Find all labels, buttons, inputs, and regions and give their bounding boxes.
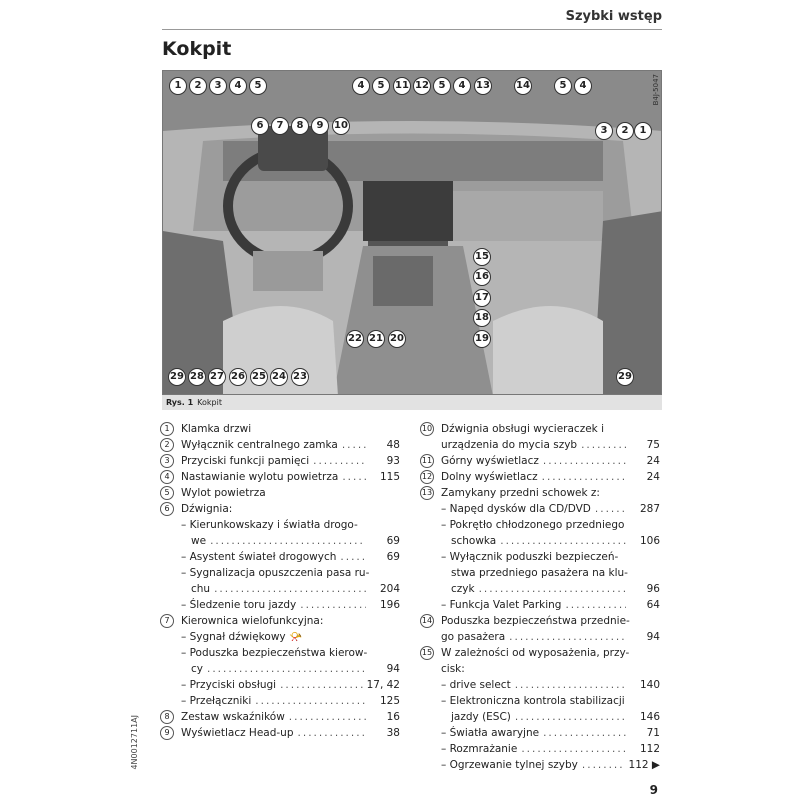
item-sublabel: – Asystent świateł drogowych	[181, 551, 337, 563]
item-label: Nastawianie wylotu powietrza	[181, 471, 339, 483]
legend-item	[420, 533, 660, 549]
item-label: Dźwignia obsługi wycieraczek i	[441, 423, 605, 435]
legend-item	[160, 549, 400, 565]
page-ref[interactable]: 146	[639, 711, 660, 723]
callout-4: 4	[453, 77, 471, 95]
legend-item	[160, 517, 400, 533]
callout-17: 17	[473, 289, 491, 307]
legend-right-column	[420, 421, 660, 773]
callout-28: 28	[188, 368, 206, 386]
item-label: Wyświetlacz Head-up	[181, 727, 294, 739]
item-number: 1	[160, 422, 174, 436]
legend-item	[160, 421, 400, 437]
legend-item	[160, 565, 400, 581]
item-continuation: go pasażera	[441, 631, 506, 643]
item-sublabel: – Kierunkowskazy i światła drogo-	[181, 519, 358, 531]
item-sublabel: – Poduszka bezpieczeństwa kierow-	[181, 647, 368, 659]
leader-dots	[214, 581, 366, 597]
leader-dots	[582, 757, 625, 773]
legend-item	[160, 501, 400, 517]
item-label: Dźwignia:	[181, 503, 233, 515]
legend-item	[160, 709, 400, 725]
leader-dots	[595, 501, 626, 517]
item-label: Przyciski funkcji pamięci	[181, 455, 310, 467]
legend-item	[420, 501, 660, 517]
callout-15: 15	[473, 248, 491, 266]
legend-item	[420, 581, 660, 597]
callout-14: 14	[514, 77, 532, 95]
item-sublabel: – Pokrętło chłodzonego przedniego	[441, 519, 625, 531]
callout-13: 13	[474, 77, 492, 95]
legend-item	[420, 549, 660, 565]
page-ref[interactable]: 24	[646, 471, 660, 483]
item-number: 11	[420, 454, 434, 468]
legend-left-column	[160, 421, 400, 741]
page-ref[interactable]: 38	[386, 727, 400, 739]
page-ref[interactable]: 112 ▶	[628, 759, 660, 771]
callout-2: 2	[616, 122, 634, 140]
legend-item	[160, 469, 400, 485]
item-continuation: we	[191, 535, 207, 547]
legend-item	[160, 613, 400, 629]
legend-item	[420, 469, 660, 485]
leader-dots	[521, 741, 626, 757]
legend-item	[420, 421, 660, 437]
legend-item	[160, 533, 400, 549]
legend-item	[160, 629, 400, 645]
page-ref[interactable]: 125	[379, 695, 400, 707]
leader-dots	[210, 533, 366, 549]
item-continuation: stwa przedniego pasażera na klu-	[451, 567, 628, 579]
page-number: 9	[649, 783, 658, 797]
callout-1: 1	[169, 77, 187, 95]
legend-item	[420, 741, 660, 757]
legend-item	[420, 485, 660, 501]
legend-item	[420, 565, 660, 581]
item-number: 5	[160, 486, 174, 500]
caption-label: Rys. 1	[166, 398, 194, 407]
legend-item	[420, 725, 660, 741]
item-label: W zależności od wyposażenia, przy-	[441, 647, 630, 659]
item-number: 13	[420, 486, 434, 500]
legend-item	[160, 725, 400, 741]
callout-18: 18	[473, 309, 491, 327]
callout-11: 11	[393, 77, 411, 95]
item-label: Klamka drzwi	[181, 423, 252, 435]
legend-item	[420, 437, 660, 453]
item-sublabel: – Przyciski obsługi	[181, 679, 277, 691]
page-ref[interactable]: 71	[646, 727, 660, 739]
legend-item	[160, 453, 400, 469]
item-continuation: czyk	[451, 583, 475, 595]
leader-dots	[479, 581, 626, 597]
callout-29: 29	[616, 368, 634, 386]
page-ref[interactable]: 48	[386, 439, 400, 451]
page-ref[interactable]: 287	[639, 503, 660, 515]
page-ref[interactable]: 93	[386, 455, 400, 467]
page-ref[interactable]: 94	[646, 631, 660, 643]
callout-7: 7	[271, 117, 289, 135]
cockpit-figure	[162, 70, 662, 395]
leader-dots	[342, 437, 366, 453]
item-sublabel: – Ogrzewanie tylnej szyby	[441, 759, 578, 771]
callout-9: 9	[311, 117, 329, 135]
callout-16: 16	[473, 268, 491, 286]
callout-10: 10	[332, 117, 350, 135]
leader-dots	[289, 709, 366, 725]
legend-item	[160, 485, 400, 501]
item-label: Kierownica wielofunkcyjna:	[181, 615, 324, 627]
item-sublabel: – Światła awaryjne	[441, 727, 540, 739]
callout-8: 8	[291, 117, 309, 135]
leader-dots	[342, 469, 366, 485]
callout-2: 2	[189, 77, 207, 95]
legend-item	[420, 661, 660, 677]
callout-4: 4	[352, 77, 370, 95]
item-continuation: schowka	[451, 535, 497, 547]
legend-item	[160, 645, 400, 661]
item-label: Poduszka bezpieczeństwa przednie-	[441, 615, 630, 627]
legend-item	[420, 629, 660, 645]
cockpit-illustration	[163, 71, 662, 395]
callout-1: 1	[634, 122, 652, 140]
callout-5: 5	[372, 77, 390, 95]
leader-dots	[255, 693, 366, 709]
leader-dots	[280, 677, 363, 693]
item-number: 10	[420, 422, 434, 436]
item-sublabel: – Sygnał dźwiękowy 📯	[181, 631, 303, 643]
leader-dots	[300, 597, 366, 613]
legend-item	[420, 597, 660, 613]
callout-3: 3	[595, 122, 613, 140]
item-number: 6	[160, 502, 174, 516]
callout-5: 5	[433, 77, 451, 95]
item-sublabel: – Napęd dysków dla CD/DVD	[441, 503, 591, 515]
item-sublabel: – drive select	[441, 679, 511, 691]
leader-dots	[313, 453, 366, 469]
item-sublabel: – Sygnalizacja opuszczenia pasa ru-	[181, 567, 370, 579]
callout-20: 20	[388, 330, 406, 348]
leader-dots	[543, 725, 626, 741]
item-continuation: cy	[191, 663, 203, 675]
leader-dots	[298, 725, 366, 741]
figure-code: B4J-5047	[652, 74, 660, 106]
page-ref[interactable]: 24	[646, 455, 660, 467]
item-label: Zestaw wskaźników	[181, 711, 285, 723]
item-label: Wyłącznik centralnego zamka	[181, 439, 338, 451]
item-number: 14	[420, 614, 434, 628]
callout-21: 21	[367, 330, 385, 348]
item-sublabel: – Wyłącznik poduszki bezpieczeń-	[441, 551, 619, 563]
callout-26: 26	[229, 368, 247, 386]
page-ref[interactable]: 196	[379, 599, 400, 611]
legend-item	[160, 437, 400, 453]
item-number: 9	[160, 726, 174, 740]
item-label: Dolny wyświetlacz	[441, 471, 538, 483]
callout-4: 4	[229, 77, 247, 95]
callout-25: 25	[250, 368, 268, 386]
callout-12: 12	[413, 77, 431, 95]
callout-5: 5	[249, 77, 267, 95]
callout-19: 19	[473, 330, 491, 348]
item-sublabel: – Rozmrażanie	[441, 743, 518, 755]
page-ref[interactable]: 16	[386, 711, 400, 723]
callout-23: 23	[291, 368, 309, 386]
legend-item	[420, 709, 660, 725]
item-number: 3	[160, 454, 174, 468]
page-ref[interactable]: 106	[639, 535, 660, 547]
item-continuation: chu	[191, 583, 211, 595]
page-ref[interactable]: 75	[646, 439, 660, 451]
legend-item	[160, 581, 400, 597]
page-ref[interactable]: 204	[379, 583, 400, 595]
page-ref[interactable]: 94	[386, 663, 400, 675]
legend-item	[160, 661, 400, 677]
callout-3: 3	[209, 77, 227, 95]
document-code: 4N0012711AJ	[130, 715, 139, 770]
legend-item	[420, 453, 660, 469]
leader-dots	[542, 469, 626, 485]
item-continuation: jazdy (ESC)	[451, 711, 511, 723]
legend-item	[420, 677, 660, 693]
legend-item	[420, 517, 660, 533]
leader-dots	[500, 533, 626, 549]
item-number: 2	[160, 438, 174, 452]
legend-item	[420, 613, 660, 629]
item-label: Górny wyświetlacz	[441, 455, 539, 467]
page-ref[interactable]: 64	[646, 599, 660, 611]
callout-29: 29	[168, 368, 186, 386]
callout-27: 27	[208, 368, 226, 386]
page-ref[interactable]: 96	[646, 583, 660, 595]
leader-dots	[509, 629, 626, 645]
callout-5: 5	[554, 77, 572, 95]
leader-dots	[581, 437, 626, 453]
item-number: 12	[420, 470, 434, 484]
caption-text: Kokpit	[197, 398, 222, 407]
legend-item	[160, 597, 400, 613]
page-title: Kokpit	[162, 38, 232, 60]
page-ref[interactable]: 69	[386, 551, 400, 563]
item-sublabel: – Elektroniczna kontrola stabilizacji	[441, 695, 625, 707]
leader-dots	[515, 677, 626, 693]
page-ref[interactable]: 17, 42	[366, 679, 400, 691]
callout-22: 22	[346, 330, 364, 348]
item-sublabel: – Przełączniki	[181, 695, 252, 707]
item-sublabel: – Funkcja Valet Parking	[441, 599, 562, 611]
leader-dots	[515, 709, 626, 725]
page-ref[interactable]: 140	[639, 679, 660, 691]
legend-item	[420, 693, 660, 709]
item-number: 4	[160, 470, 174, 484]
running-header: Szybki wstęp	[162, 8, 662, 30]
page-ref[interactable]: 115	[379, 471, 400, 483]
leader-dots	[340, 549, 366, 565]
callout-4: 4	[574, 77, 592, 95]
legend-item	[160, 693, 400, 709]
page-ref[interactable]: 69	[386, 535, 400, 547]
item-number: 8	[160, 710, 174, 724]
item-label: Zamykany przedni schowek z:	[441, 487, 600, 499]
item-sublabel: – Śledzenie toru jazdy	[181, 599, 297, 611]
leader-dots	[543, 453, 626, 469]
item-continuation: urządzenia do mycia szyb	[441, 439, 578, 451]
callout-24: 24	[270, 368, 288, 386]
leader-dots	[565, 597, 626, 613]
legend-item	[160, 677, 400, 693]
item-number: 7	[160, 614, 174, 628]
item-label: Wylot powietrza	[181, 487, 266, 499]
legend-item	[420, 757, 660, 773]
legend-item	[420, 645, 660, 661]
figure-caption	[162, 395, 662, 410]
item-number: 15	[420, 646, 434, 660]
item-continuation: cisk:	[441, 663, 465, 675]
leader-dots	[207, 661, 366, 677]
callout-6: 6	[251, 117, 269, 135]
page-ref[interactable]: 112	[639, 743, 660, 755]
